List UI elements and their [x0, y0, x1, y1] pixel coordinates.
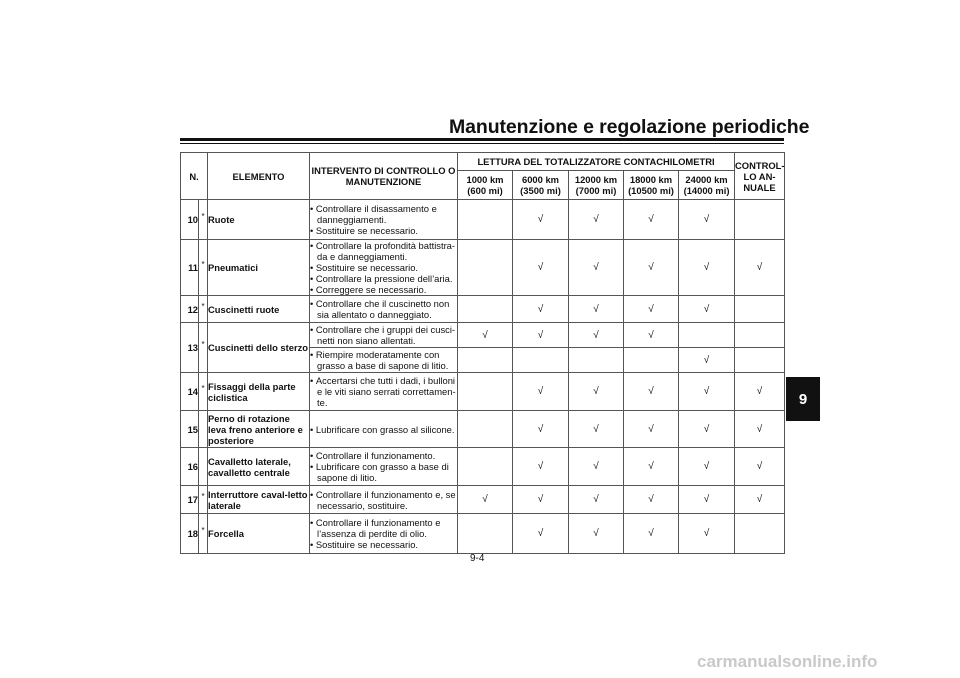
table-row: 14 * Fissaggi della parte ciclistica • Accertarsi che tutti i dadi, i bulloni e le viti siano serrati correttamen-te. √ √ √ √ √: [181, 373, 785, 411]
interval-2: 6000 km (3500 mi): [513, 171, 569, 200]
table-row: • Riempire moderatamente con grasso a base di sapone di litio. √: [181, 348, 785, 373]
interval-1: 1000 km (600 mi): [458, 171, 513, 200]
interval-3: 12000 km (7000 mi): [569, 171, 624, 200]
maintenance-table: [180, 152, 785, 554]
chapter-tab[interactable]: 9: [786, 377, 820, 421]
table-row: 17 * Interruttore caval-letto laterale • Controllare il funzionamento e, se necessario, sostituire. √ √ √ √ √ √: [181, 486, 785, 514]
header-n: N.: [181, 153, 208, 200]
page-number: 9-4: [470, 553, 485, 564]
table-row: 15 Perno di rotazione leva freno anteriore e posteriore • Lubrificare con grasso al silicone. √ √ √ √ √: [181, 411, 785, 448]
title-rule-thin: [180, 143, 784, 144]
table-row: 13 * Cuscinetti dello sterzo • Controllare che i gruppi dei cusci-netti non siano allentati. √ √ √ √: [181, 323, 785, 348]
table-row: 18 * Forcella • Controllare il funzionamento e l’assenza di perdite di olio. • Sostituire se necessario. √ √ √ √: [181, 514, 785, 554]
page-title: Manutenzione e regolazione periodiche: [449, 116, 810, 138]
header-reading: LETTURA DEL TOTALIZZATORE CONTACHILOMETRI: [458, 153, 735, 171]
header-annual-control: CONTROL-LO AN-NUALE: [735, 153, 785, 200]
table-row: 16 Cavalletto laterale, cavalletto centrale • Controllare il funzionamento. • Lubrificare con grasso a base di sapone di litio. √ √ √ √ √: [181, 448, 785, 486]
table-row: 12 * Cuscinetti ruote • Controllare che il cuscinetto non sia allentato o danneggiato. √ √ √ √: [181, 296, 785, 323]
header-element: ELEMENTO: [208, 153, 310, 200]
table-row: 11 * Pneumatici • Controllare la profondità battistra-da e danneggiamenti. • Sostituire se necessario. • Controllare la pressione dell’aria. • Correggere se necessario. √ √ √ √ √: [181, 240, 785, 296]
interval-4: 18000 km (10500 mi): [624, 171, 679, 200]
table-row: 10 * Ruote • Controllare il disassamento e danneggiamenti. • Sostituire se necessario. √ √ √ √: [181, 200, 785, 240]
interval-5: 24000 km (14000 mi): [679, 171, 735, 200]
header-action: INTERVENTO DI CONTROLLO O MANUTENZIONE: [310, 153, 458, 200]
watermark: carmanualsonline.info: [697, 652, 878, 671]
title-rule-thick: [180, 138, 784, 141]
